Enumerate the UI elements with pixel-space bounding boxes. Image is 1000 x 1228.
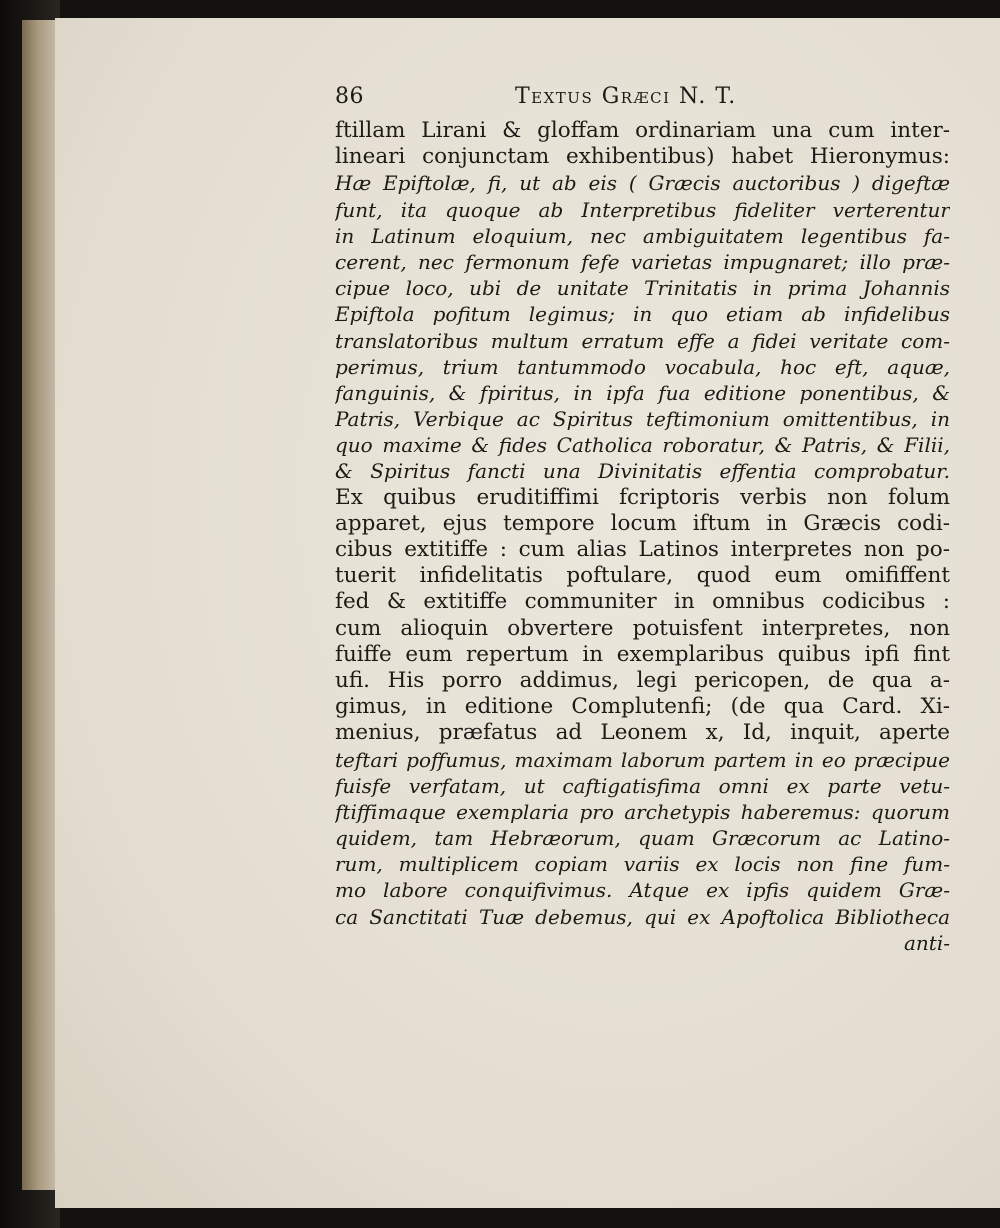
text-line: ftiffimaque exemplaria pro archetypis haberemus: quorum — [335, 799, 950, 824]
running-title: Textus Græci N. T. — [515, 84, 737, 109]
text-line: tuerit infidelitatis poftulare, quod eum omififfent — [335, 563, 950, 589]
text-line: quo maxime & fides Catholica roboratur, & Patris, & Filii, — [335, 433, 950, 458]
text-line: ftillam Lirani & gloffam ordinariam una cum inter- — [335, 118, 950, 143]
text-line: & Spiritus fancti una Divinitatis effentia comprobatur. — [335, 459, 950, 484]
text-line: cerent, nec fermonum fefe varietas impugnaret; illo præ- — [335, 249, 950, 274]
text-line: fuisfe verfatam, ut caftigatisfima omni ex parte vetu- — [335, 773, 950, 798]
text-line: fed & extitiffe communiter in omnibus codicibus : — [335, 589, 950, 615]
text-line: fuiffe eum repertum in exemplaribus quibus ipfi fint — [335, 641, 950, 667]
text-line: Ex quibus eruditiffimi fcriptoris verbis non folum — [335, 484, 950, 510]
page-header — [335, 84, 950, 118]
body-text — [335, 118, 950, 930]
text-line: apparet, ejus tempore locum iftum in Græcis codi- — [335, 510, 950, 536]
text-line: lineari conjunctam exhibentibus) habet Hieronymus: — [335, 144, 950, 170]
text-line: teftari poffumus, maximam laborum partem in eo præcipue — [335, 747, 950, 772]
page-number: 86 — [335, 84, 364, 109]
text-line: ca Sanctitati Tuæ debemus, qui ex Apoftolica Bibliotheca — [335, 904, 950, 929]
text-line: translatoribus multum erratum effe a fidei veritate com- — [335, 328, 950, 353]
text-line: rum, multiplicem copiam variis ex locis non fine fum- — [335, 852, 950, 877]
text-line: cipue loco, ubi de unitate Trinitatis in prima Johannis — [335, 276, 950, 301]
text-line: funt, ita quoque ab Interpretibus fideliter verterentur — [335, 197, 950, 222]
text-line: perimus, trium tantummodo vocabula, hoc eft, aquæ, — [335, 354, 950, 379]
text-line: mo labore conquifivimus. Atque ex ipfis quidem Græ- — [335, 878, 950, 903]
text-line: fanguinis, & fpiritus, in ipfa fua editione ponentibus, & — [335, 380, 950, 405]
text-line: in Latinum eloquium, nec ambiguitatem legentibus fa- — [335, 223, 950, 248]
text-line: cibus extitiffe : cum alias Latinos interpretes non po- — [335, 537, 950, 562]
text-line: menius, præfatus ad Leonem x, Id, inquit, aperte — [335, 720, 950, 746]
page-text — [335, 84, 950, 956]
catchword: anti- — [904, 930, 950, 955]
text-line: cum alioquin obvertere potuisfent interpretes, non — [335, 615, 950, 641]
text-line: Patris, Verbique ac Spiritus teftimonium omittentibus, in — [335, 407, 950, 432]
text-line: ufi. His porro addimus, legi pericopen, de qua a- — [335, 667, 950, 693]
text-line: gimus, in editione Complutenfi; (de qua Card. Xi- — [335, 694, 950, 720]
text-line: quidem, tam Hebræorum, quam Græcorum ac Latino- — [335, 826, 950, 851]
text-line: Epiftola pofitum legimus; in quo etiam ab infidelibus — [335, 302, 950, 327]
text-line: Hæ Epiftolæ, fi, ut ab eis ( Græcis auctoribus ) digeftæ — [335, 171, 950, 196]
